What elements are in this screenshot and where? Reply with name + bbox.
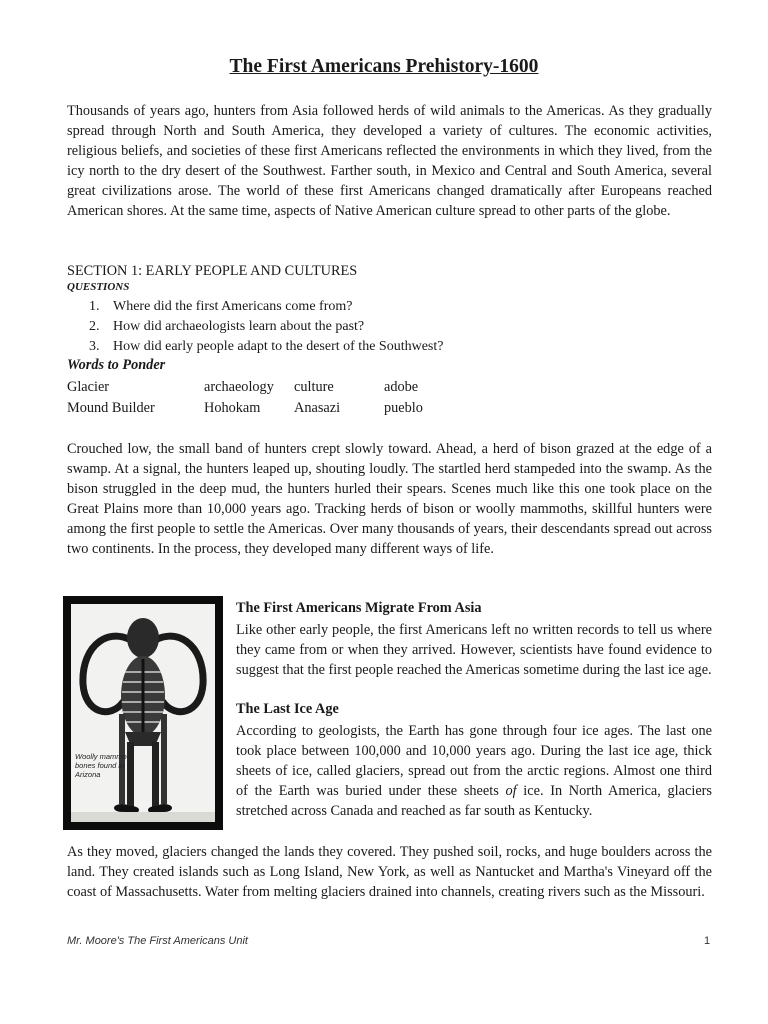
ice-age-paragraph xyxy=(236,721,712,821)
vocabulary-row xyxy=(67,398,487,419)
question-text: How did archaeologists learn about the past? xyxy=(113,319,365,334)
glaciers-paragraph: As they moved, glaciers changed the lands they covered. They pushed soil, rocks, and huge boulders across the land. They created islands such as Long Island, New York, as well as Nantucket and Martha's Vineyard off the coast of Massachusetts. Water from melting glaciers drained into channels, creating rivers such as the Missouri. xyxy=(67,844,712,900)
vocabulary-word: culture xyxy=(294,379,334,395)
crouched-paragraph: Crouched low, the small band of hunters crept slowly toward. Ahead, a herd of bison grazed at the edge of a swamp. At a signal, the hunters leaped up, shouting loudly. The startled herd stampeded into the swamp. As the bison struggled in the deep mud, the hunters hurled their spears. Scenes much like this one took place on the Great Plains more than 10,000 years ago. Tracking herds of bison or woolly mammoths, skillful hunters were among the first people to settle the Americas. Over many thousands of years, their descendants spread out across two continents. In the process, they developed many different ways of life. xyxy=(67,441,712,557)
question-number: 2. xyxy=(89,319,100,334)
question-item xyxy=(67,337,443,357)
questions-list xyxy=(67,297,443,357)
vocabulary-word: archaeology xyxy=(204,379,274,395)
vocabulary-table xyxy=(67,377,487,419)
figure-caption: Woolly mammoth bones found in Arizona xyxy=(75,752,133,779)
question-number: 1. xyxy=(89,299,100,314)
mammoth-photo xyxy=(71,604,215,822)
vocabulary-word: Anasazi xyxy=(294,400,341,416)
ice-age-text-emphasis: of xyxy=(505,783,517,799)
vocabulary-word: adobe xyxy=(384,379,419,395)
ice-age-text-b: ice. In North America, glaciers stretched across Canada and reached as far south as Kentucky. xyxy=(236,783,712,819)
vocabulary-word: Hohokam xyxy=(204,400,261,416)
question-number: 3. xyxy=(89,339,100,354)
ice-age-heading: The Last Ice Age xyxy=(236,701,339,717)
footer-unit-title: Mr. Moore's The First Americans Unit xyxy=(67,935,248,947)
section-heading: SECTION 1: EARLY PEOPLE AND CULTURES xyxy=(67,263,358,279)
vocabulary-row xyxy=(67,377,487,398)
page-number: 1 xyxy=(704,935,711,947)
questions-label: QUESTIONS xyxy=(67,281,130,293)
migrate-heading: The First Americans Migrate From Asia xyxy=(236,600,482,616)
question-item xyxy=(67,317,443,337)
question-text: How did early people adapt to the desert of the Southwest? xyxy=(113,339,444,354)
mammoth-figure xyxy=(63,596,223,830)
question-text: Where did the first Americans come from? xyxy=(113,299,353,314)
vocabulary-word: Glacier xyxy=(67,379,110,395)
mammoth-skeleton-illustration xyxy=(71,604,215,822)
migrate-paragraph: Like other early people, the first Americans left no written records to tell us where they came from or when they arrived. However, scientists have found evidence to suggest that the first people reached the Americas sometime during the last ice age. xyxy=(236,622,712,678)
vocabulary-word: pueblo xyxy=(384,400,423,416)
intro-paragraph: Thousands of years ago, hunters from Asia followed herds of wild animals to the Americas. As they gradually spread through North and South America, they developed a variety of cultures. The economic activities, religious beliefs, and societies of these first Americans reflected the environments in which they lived, from the icy north to the dry desert of the Southwest. Farther south, in Mexico and Central and South America, several great civilizations arose. The world of these first Americans changed dramatically after Europeans reached American shores. At the same time, aspects of Native American culture spread to other parts of the globe. xyxy=(67,103,712,219)
question-item xyxy=(67,297,443,317)
page-title: The First Americans Prehistory-1600 xyxy=(229,56,539,77)
vocabulary-word: Mound Builder xyxy=(67,400,155,416)
words-to-ponder-label: Words to Ponder xyxy=(67,357,166,373)
ice-age-text-a: According to geologists, the Earth has gone through four ice ages. The last one took place between 100,000 and 10,000 years ago. During the last ice age, thick sheets of ice, called glaciers, spread out from the arctic regions. Almost one third of the Earth was buried under these sheets xyxy=(236,723,712,799)
